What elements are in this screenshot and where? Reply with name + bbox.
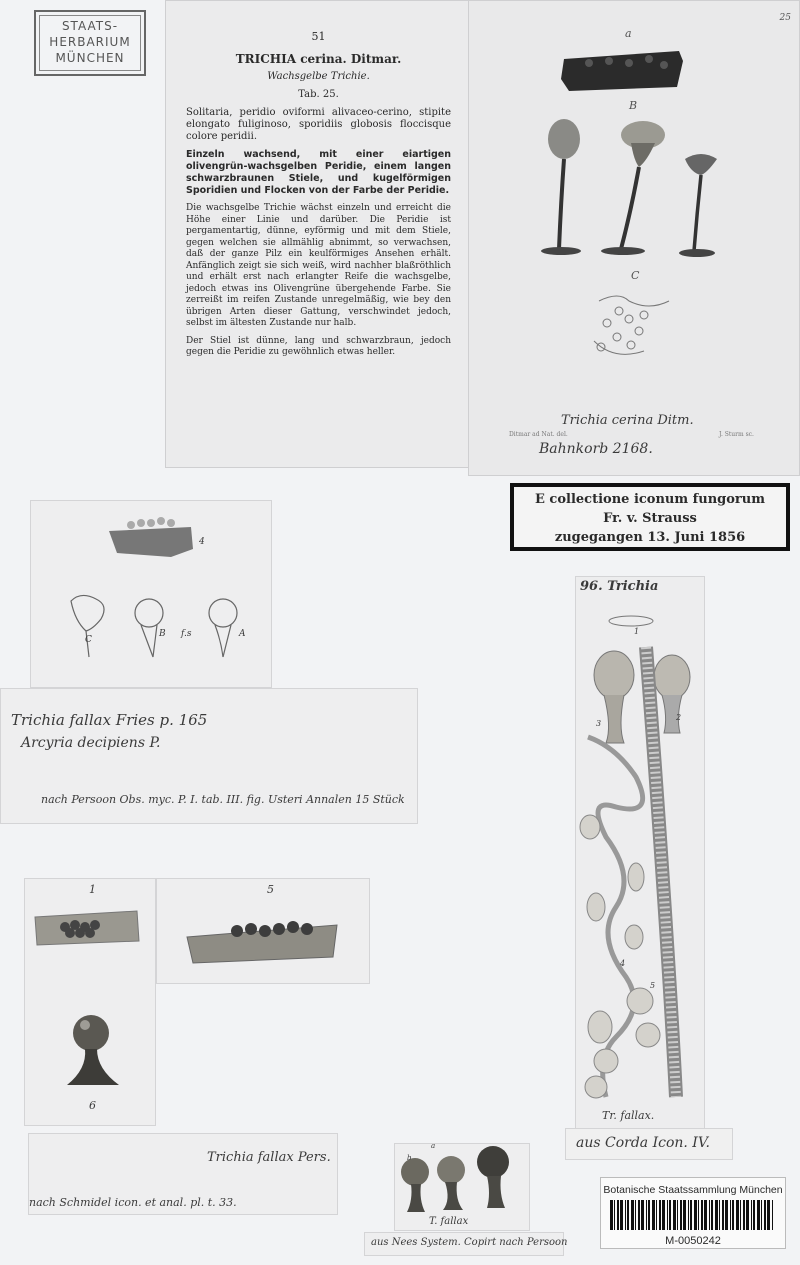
- barcode-bar: [711, 1200, 713, 1230]
- barcode-bar: [635, 1200, 636, 1230]
- barcode-bar: [677, 1200, 678, 1230]
- stamp-line-2: HERBARIUM: [49, 35, 131, 49]
- small-note: f.s: [181, 629, 192, 639]
- corda-caption: Tr. fallax.: [602, 1109, 655, 1122]
- barcode-bar: [722, 1200, 724, 1230]
- barcode-bar: [638, 1200, 640, 1230]
- plate-note: Bahnkorb 2168.: [539, 441, 653, 457]
- nees-caption: T. fallax: [429, 1216, 469, 1227]
- nees-source-text: aus Nees System. Copirt nach Persoon: [371, 1237, 568, 1248]
- fries-line-3: nach Persoon Obs. myc. P. I. tab. III. fig. Usteri Annalen 15 Stück: [41, 793, 405, 806]
- plate-letter-b: B: [629, 99, 638, 112]
- stamp-line-1: STAATS-: [61, 19, 119, 33]
- barcode-bar: [761, 1200, 762, 1230]
- strauss-line-2: Fr. v. Strauss: [603, 511, 697, 526]
- barcode-bar: [730, 1200, 731, 1230]
- description-paragraph-1: Die wachsgelbe Trichie wächst einzeln und erreicht die Höhe einer Linie und darüber. Die Peridie ist pergamentartig, dünne, eyförmig und mit dem Stiele, gegen welchen sie allmählig abnimmt, so verwachsen, daß der ganze Pilz ein keulförmiges Ansehen erhält. Anfänglich zeigt sie sich weiß, wird nachher blaßröthlich und erhält erst nach erlangter Reife die wachsgelbe, jedoch etwas ins Olivengrüne übergehende Farbe. Sie zerreißt im reifen Zustande unregelmäßig, wie bey den übrigen Arten dieser Gattung, verschwindet jedoch, selbst im ältesten Zustande nur halb.: [186, 203, 451, 328]
- barcode-bar: [757, 1200, 760, 1230]
- strauss-line-1: E collectione iconum fungorum: [535, 492, 765, 507]
- barcode-bar: [688, 1200, 689, 1230]
- corda-source-text: aus Corda Icon. IV.: [576, 1135, 710, 1151]
- barcode-bar: [627, 1200, 629, 1230]
- plate-credit-left: Ditmar ad Nat. del.: [509, 431, 568, 438]
- handwritten-note-schmidel: [28, 1133, 338, 1215]
- nees-drawing: [394, 1143, 530, 1231]
- barcode-bar: [701, 1200, 703, 1230]
- printed-page: [165, 0, 470, 468]
- barcode-bar: [662, 1200, 665, 1230]
- bottom-left-drawings: [25, 879, 157, 1127]
- barcode-bar: [614, 1200, 615, 1230]
- barcode-bar: [704, 1200, 707, 1230]
- small-sporangia-drawing: [31, 501, 273, 689]
- strauss-line-3: zugegangen 13. Juni 1856: [554, 530, 746, 545]
- schmidel-line-1: Trichia fallax Pers.: [207, 1150, 331, 1165]
- plate-reference: Tab. 25.: [298, 89, 339, 100]
- barcode-bar: [610, 1200, 613, 1230]
- barcode-bar: [673, 1200, 676, 1230]
- corda-source-label: [565, 1128, 733, 1160]
- small-letter-c: C: [85, 635, 92, 645]
- barcode-bar: [659, 1200, 661, 1230]
- nees-source-label: [364, 1232, 568, 1256]
- barcode-bar: [680, 1200, 682, 1230]
- corda-elater-illustration: [576, 577, 706, 1131]
- corda-label-5: 5: [650, 981, 656, 990]
- barcode-bar: [669, 1200, 671, 1230]
- stamp-line-3: MÜNCHEN: [55, 51, 125, 65]
- corda-title: 96. Trichia: [580, 579, 659, 594]
- barcode-bar: [753, 1200, 755, 1230]
- handwritten-note-fries: [0, 688, 418, 824]
- barcode-bar: [709, 1200, 710, 1230]
- small-letter-b: B: [159, 629, 166, 639]
- plate-credit-right: J. Sturm sc.: [719, 431, 754, 438]
- corda-label-2: 2: [676, 713, 682, 722]
- species-subtitle: Wachsgelbe Trichie.: [267, 71, 370, 82]
- strauss-collection-label: [510, 483, 790, 551]
- drawing-card-bottom-middle: [156, 878, 370, 984]
- drawing-number-5: 5: [267, 883, 274, 896]
- sturm-plate: [468, 0, 800, 476]
- barcode-bar: [625, 1200, 626, 1230]
- barcode-bar: [683, 1200, 686, 1230]
- barcode-bar: [694, 1200, 697, 1230]
- barcode-bar: [767, 1200, 770, 1230]
- page-number: 51: [311, 30, 326, 43]
- barcode-bar: [740, 1200, 741, 1230]
- barcode-bar: [690, 1200, 692, 1230]
- plate-caption: Trichia cerina Ditm.: [561, 413, 694, 428]
- barcode-id: M-0050242: [665, 1235, 721, 1247]
- plate-letter-a: a: [625, 27, 632, 40]
- barcode-bar: [764, 1200, 766, 1230]
- german-diagnosis: Einzeln wachsend, mit einer eiartigen olivengrün-wachsgelben Peridie, einem langen schwarzbraunen Stiele, und kugelförmigen Sporidien und Flocken von der Farbe der Peridie.: [186, 149, 451, 196]
- institution-name: Botanische Staatssammlung München: [603, 1184, 783, 1196]
- barcode-bar: [715, 1200, 718, 1230]
- drawing-card-small: [30, 500, 272, 688]
- description-paragraph-2: Der Stiel ist dünne, lang und schwarzbraun, jedoch gegen die Peridie zu gewöhnlich etwas heller.: [186, 335, 451, 357]
- corda-label-1: 1: [634, 627, 640, 636]
- barcode-bar: [743, 1200, 745, 1230]
- corda-plate: [575, 576, 705, 1130]
- barcode-bar: [751, 1200, 752, 1230]
- fries-line-1: Trichia fallax Fries p. 165: [11, 711, 208, 729]
- corda-label-4: 4: [620, 959, 626, 968]
- small-number-4: 4: [199, 537, 205, 547]
- nees-letter-a: a: [431, 1142, 436, 1150]
- small-letter-a: A: [239, 629, 246, 639]
- barcode-bar: [732, 1200, 734, 1230]
- bottom-middle-drawing: [157, 879, 371, 985]
- barcode-bar: [698, 1200, 699, 1230]
- plate-page-number: 25: [779, 13, 791, 23]
- barcode-bar: [631, 1200, 634, 1230]
- barcode-bar: [617, 1200, 619, 1230]
- corda-label-3: 3: [596, 719, 602, 728]
- drawing-card-bottom-left: [24, 878, 156, 1126]
- latin-diagnosis: Solitaria, peridio oviformi alivaceo-cerino, stipite elongato fuliginoso, sporidiis globosis floccisque colore peridii.: [186, 107, 451, 142]
- barcode-bar: [648, 1200, 650, 1230]
- barcode-bar: [641, 1200, 644, 1230]
- species-title: TRICHIA cerina. Ditmar.: [235, 52, 402, 66]
- barcode: [608, 1200, 778, 1230]
- nees-letter-b: b: [407, 1154, 412, 1162]
- herbarium-barcode-label: [600, 1177, 786, 1249]
- barcode-bar: [746, 1200, 749, 1230]
- drawing-number-1: 1: [89, 883, 96, 896]
- barcode-bar: [652, 1200, 655, 1230]
- barcode-bar: [646, 1200, 647, 1230]
- barcode-bar: [667, 1200, 668, 1230]
- plate-illustration: [469, 1, 799, 471]
- barcode-bar: [656, 1200, 657, 1230]
- barcode-bar: [719, 1200, 720, 1230]
- barcode-bar: [620, 1200, 623, 1230]
- barcode-bar: [725, 1200, 728, 1230]
- fries-line-2: Arcyria decipiens P.: [21, 735, 161, 751]
- barcode-bar: [772, 1200, 773, 1230]
- schmidel-line-2: nach Schmidel icon. et anal. pl. t. 33.: [29, 1196, 237, 1209]
- barcode-bar: [736, 1200, 739, 1230]
- drawing-number-6: 6: [89, 1099, 96, 1112]
- herbarium-stamp: [34, 10, 146, 76]
- plate-letter-c: C: [631, 269, 640, 282]
